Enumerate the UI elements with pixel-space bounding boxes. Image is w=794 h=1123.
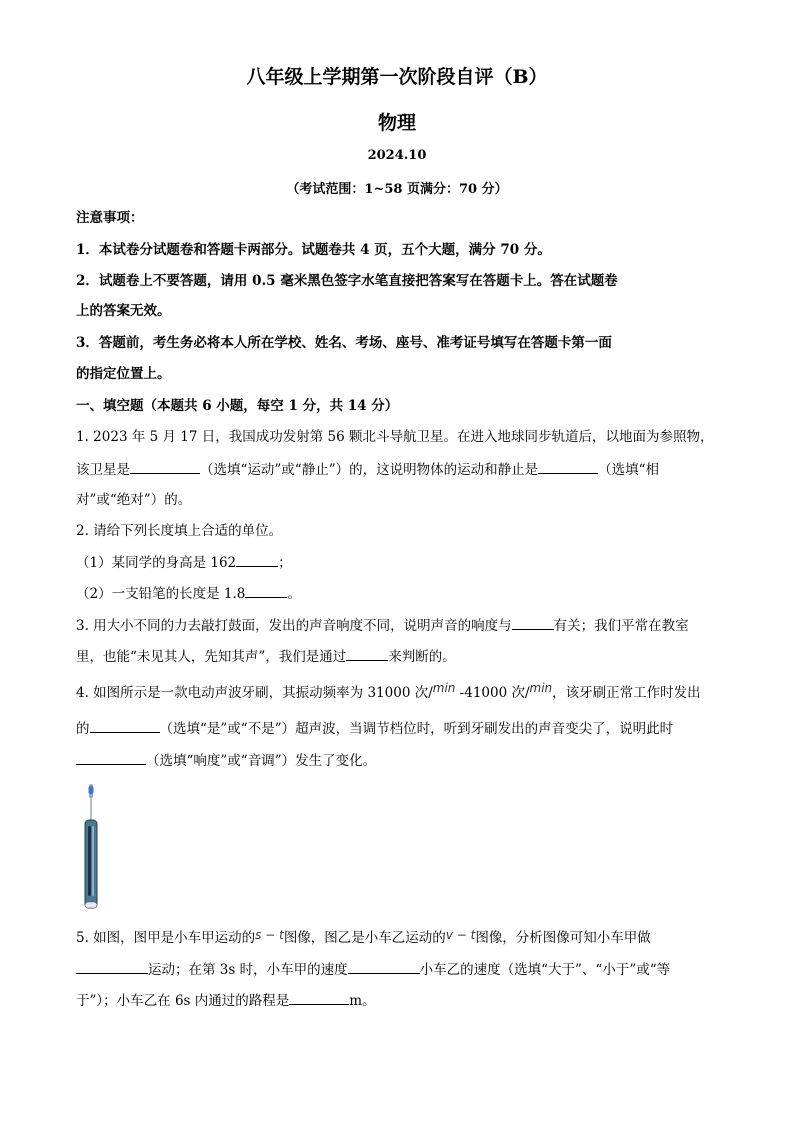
q4-text-e: （选填“是”或“不是”）超声波，当调节档位时，听到牙刷发出的声音变尖了，说明此时 — [159, 721, 674, 737]
q5-blank-2[interactable] — [348, 959, 420, 974]
q1-blank-1[interactable] — [130, 459, 200, 474]
exam-range: （考试范围：1~58 页满分：70 分） — [286, 182, 508, 197]
q4-line1 — [76, 683, 716, 703]
q3-text-a: 3. 用大小不同的力去敲打鼓面，发出的声音响度不同，说明声音的响度与 — [76, 618, 512, 634]
section-1-heading: 一、填空题（本题共 6 小题，每空 1 分，共 14 分） — [76, 398, 399, 414]
note-item-3-line2: 的指定位置上。 — [76, 366, 171, 382]
q2-blank-1[interactable] — [236, 552, 278, 567]
q3-line2 — [76, 646, 716, 667]
q5-text-c: 图像，分析图像可知小车甲做 — [475, 930, 651, 946]
q4-text-c: ，该牙刷正常工作时发出 — [552, 685, 701, 701]
q2-sub2-end: 。 — [287, 586, 301, 602]
q4-line3 — [76, 750, 716, 771]
q2-sub1 — [76, 552, 716, 573]
note-item-3-line1: 3．答题前，考生务必将本人所在学校、姓名、考场、座号、准考证号填写在答题卡第一面 — [76, 335, 612, 351]
q2-blank-2[interactable] — [245, 583, 287, 598]
q1-line2 — [76, 459, 716, 480]
q1-line3: 对”或“绝对”）的。 — [76, 492, 192, 508]
q5-text-b: 图像，图乙是小车乙运动的 — [283, 930, 446, 946]
q1-text-b: （选填“运动”或“静止”）的，这说明物体的运动和静止是 — [200, 462, 539, 478]
exam-title: 八年级上学期第一次阶段自评（B） — [246, 66, 548, 88]
q4-unit-1: min — [432, 681, 456, 695]
q1-text-c: （选填“相 — [598, 462, 660, 478]
q3-line1 — [76, 615, 716, 636]
subject-title: 物理 — [377, 112, 416, 134]
note-item-1: 1．本试卷分试题卷和答题卡两部分。试题卷共 4 页，五个大题，满分 70 分。 — [76, 242, 551, 258]
q2-sub2-text: （2）一支铅笔的长度是 1.8 — [76, 586, 246, 602]
q5-blank-1[interactable] — [76, 959, 148, 974]
q5-text-d: 运动；在第 3s 时，小车甲的速度 — [148, 962, 348, 978]
q5-st-symbol: s − t — [255, 928, 284, 942]
exam-date: 2024.10 — [367, 148, 427, 163]
q4-text-f: （选填“响度”或“音调”）发生了变化。 — [146, 753, 377, 769]
note-item-2-line1: 2．试题卷上不要答题，请用 0.5 毫米黑色签字水笔直接把答案写在答题卡上。答在试题卷 — [76, 273, 618, 289]
q2-stem: 2. 请给下列长度填上合适的单位。 — [76, 523, 283, 539]
q4-blank-1[interactable] — [90, 718, 160, 733]
q5-vt-symbol: v − t — [445, 928, 476, 942]
q4-blank-2[interactable] — [76, 750, 146, 765]
electric-toothbrush-image — [76, 782, 106, 912]
q5-line2 — [76, 959, 716, 980]
q3-blank-2[interactable] — [346, 646, 388, 661]
q4-text-d: 的 — [76, 721, 90, 737]
q4-unit-2: min — [529, 681, 553, 695]
q4-text-b: -41000 次/ — [455, 685, 530, 701]
q1-line1: 1. 2023 年 5 月 17 日，我国成功发射第 56 颗北斗导航卫星。在进入地球同步轨道后，以地面为参照物， — [76, 429, 714, 445]
q4-text-a: 4. 如图所示是一款电动声波牙刷，其振动频率为 31000 次/ — [76, 685, 433, 701]
q5-blank-3[interactable] — [289, 990, 349, 1005]
q5-line1 — [76, 928, 716, 948]
note-item-2-line2: 上的答案无效。 — [76, 303, 171, 319]
q3-blank-1[interactable] — [512, 615, 554, 630]
q3-text-b: 有关；我们平常在教室 — [553, 618, 689, 634]
q5-text-g: m。 — [349, 993, 376, 1009]
q1-blank-2[interactable] — [538, 459, 598, 474]
q5-text-a: 5. 如图，图甲是小车甲运动的 — [76, 930, 256, 946]
q2-sub1-text: （1）某同学的身高是 162 — [76, 555, 237, 571]
q2-sub2 — [76, 583, 716, 604]
q2-sub1-end: ； — [278, 555, 292, 571]
q4-line2 — [76, 718, 716, 739]
q5-text-e: 小车乙的速度（选填“大于”、“小于”或“等 — [419, 962, 671, 978]
q1-text-a: 该卫星是 — [76, 462, 130, 478]
q5-line3 — [76, 990, 716, 1011]
q3-text-d: 来判断的。 — [388, 649, 456, 665]
notes-heading: 注意事项： — [76, 210, 144, 226]
q3-text-c: 里，也能“未见其人，先知其声”，我们是通过 — [76, 649, 347, 665]
q5-text-f: 于”）；小车乙在 6s 内通过的路程是 — [76, 993, 290, 1009]
